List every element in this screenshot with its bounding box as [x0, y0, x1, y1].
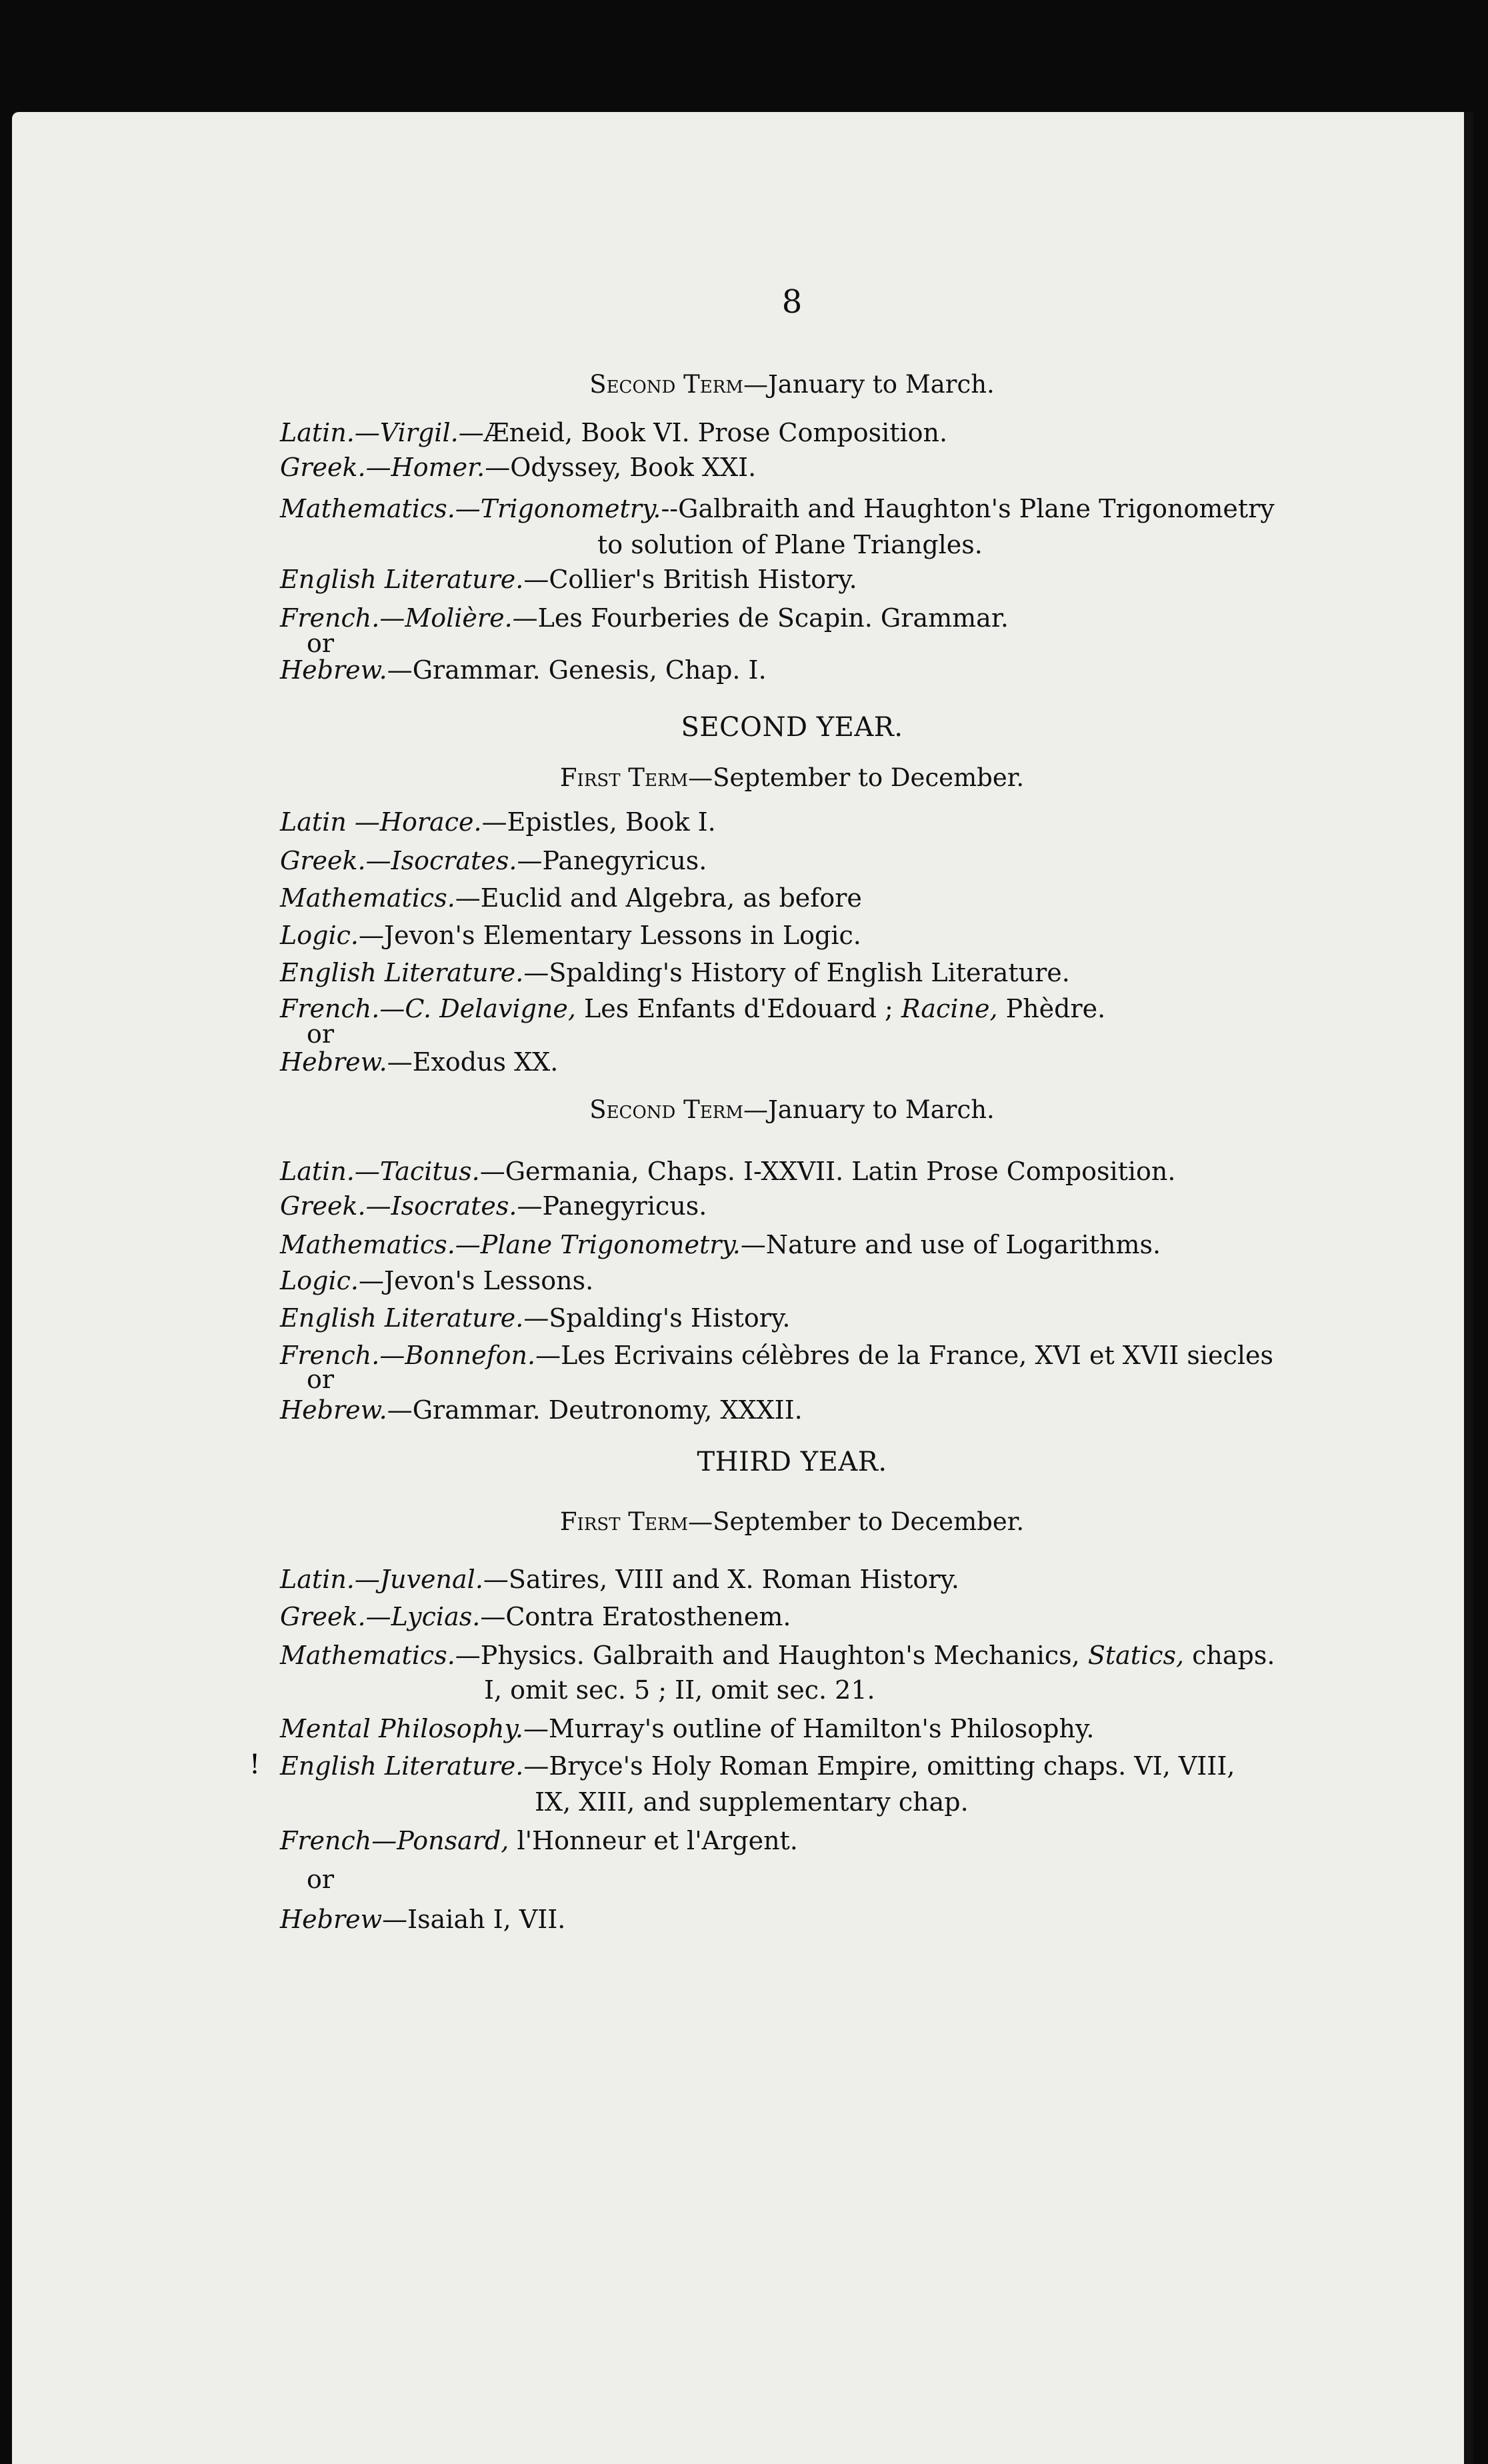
course-text: —Panegyricus.	[517, 846, 707, 875]
course-continuation: I, omit sec. 5 ; II, omit sec. 21.	[484, 1675, 875, 1705]
course-text: —Panegyricus.	[517, 1191, 707, 1221]
course-line	[280, 1713, 1094, 1744]
or-connector: or	[307, 629, 335, 658]
course-text: Phèdre.	[997, 994, 1106, 1023]
term-dates: —September to December.	[688, 1507, 1025, 1536]
author: —Molière.	[379, 603, 513, 633]
course-line	[280, 564, 857, 595]
author: —Juvenal.	[354, 1565, 483, 1594]
course-line	[280, 993, 1105, 1024]
course-line	[280, 920, 861, 951]
course-text: —Jevon's Lessons.	[358, 1266, 594, 1295]
course-line	[280, 883, 862, 913]
author: —Horace.	[354, 807, 482, 837]
course-line	[280, 1229, 1161, 1260]
course-line	[280, 1395, 803, 1425]
subject: Latin.	[280, 418, 355, 447]
course-text: —Les Ecrivains célèbres de la France, XVI et XVII siecles	[535, 1341, 1273, 1370]
course-line	[280, 1640, 1275, 1671]
subject: Latin.	[280, 1565, 355, 1594]
or-connector: or	[307, 1865, 335, 1894]
course-line	[280, 493, 1275, 524]
course-line	[280, 1601, 791, 1632]
author: —Ponsard,	[371, 1826, 509, 1855]
course-text: —Jevon's Elementary Lessons in Logic.	[358, 921, 861, 950]
course-line	[280, 452, 756, 483]
term-name: Second Term	[589, 370, 743, 399]
author: Statics,	[1087, 1641, 1185, 1670]
term-dates: —January to March.	[743, 1095, 995, 1124]
subject: English Literature.	[280, 958, 524, 987]
page-edge-shadow	[1464, 112, 1473, 2464]
course-line	[280, 417, 947, 448]
term-dates: —January to March.	[743, 370, 995, 399]
subject: Logic.	[280, 921, 359, 950]
term-heading	[279, 1507, 1305, 1537]
course-text: —Spalding's History of English Literature.	[523, 958, 1070, 987]
subject: French.	[280, 603, 380, 633]
subject: Hebrew.	[280, 1395, 387, 1425]
subject: Logic.	[280, 1266, 359, 1295]
course-text: —Collier's British History.	[523, 565, 857, 594]
course-line	[280, 1564, 959, 1595]
course-line	[280, 1047, 558, 1077]
author: Racine,	[901, 994, 998, 1023]
subject: Hebrew.	[280, 1047, 387, 1077]
author: —C. Delavigne,	[379, 994, 576, 1023]
or-connector: or	[307, 1019, 335, 1049]
course-line	[280, 1156, 1175, 1187]
subject: French.	[280, 1341, 380, 1370]
or-connector: or	[307, 1365, 335, 1394]
course-text: —Satires, VIII and X. Roman History.	[483, 1565, 959, 1594]
course-text: —Euclid and Algebra, as before	[455, 883, 862, 913]
course-line	[280, 1751, 1235, 1781]
subject: Greek.	[280, 846, 366, 875]
author: —Isocrates.	[365, 846, 517, 875]
subject: Mental Philosophy.	[280, 1714, 523, 1743]
course-line	[280, 845, 707, 876]
course-text: Les Enfants d'Edouard ;	[575, 994, 901, 1023]
author: —Isocrates.	[365, 1191, 517, 1221]
course-text: —Bryce's Holy Roman Empire, omitting chaps. VI, VIII,	[523, 1751, 1235, 1781]
year-heading: THIRD YEAR.	[697, 1447, 887, 1477]
course-text: —Murray's outline of Hamilton's Philosophy.	[523, 1714, 1095, 1743]
margin-mark: !	[249, 1749, 261, 1780]
author: —Homer.	[365, 453, 485, 482]
course-line	[280, 1904, 565, 1935]
course-line	[280, 957, 1070, 988]
course-text: —Nature and use of Logarithms.	[740, 1230, 1161, 1259]
subject: French.	[280, 994, 380, 1023]
term-heading	[279, 369, 1305, 400]
course-line	[280, 1340, 1273, 1371]
course-line	[280, 1825, 798, 1856]
subject: Mathematics.	[280, 883, 455, 913]
course-line	[280, 1191, 707, 1221]
term-name: Second Term	[589, 1095, 743, 1124]
subject: English Literature.	[280, 1751, 524, 1781]
author: —Plane Trigonometry.	[455, 1230, 741, 1259]
course-text: l'Honneur et l'Argent.	[509, 1826, 798, 1855]
author: —Bonnefon.	[379, 1341, 536, 1370]
term-name: First Term	[559, 1507, 689, 1536]
term-heading	[279, 1095, 1305, 1125]
course-text: —Isaiah I, VII.	[382, 1905, 566, 1934]
course-text: chaps.	[1184, 1641, 1275, 1670]
subject: Greek.	[280, 1191, 366, 1221]
course-line	[280, 1303, 790, 1333]
course-text: —Epistles, Book I.	[481, 807, 716, 837]
course-line	[280, 807, 716, 837]
subject: Greek.	[280, 453, 366, 482]
course-text: —Grammar. Genesis, Chap. I.	[387, 655, 767, 685]
subject: Mathematics.	[280, 1230, 455, 1259]
course-continuation: IX, XIII, and supplementary chap.	[535, 1787, 969, 1817]
subject: Greek.	[280, 1602, 366, 1631]
subject: English Literature.	[280, 1303, 524, 1333]
author: —Lycias.	[365, 1602, 481, 1631]
course-text: —Spalding's History.	[523, 1303, 791, 1333]
subject: Latin.	[280, 1157, 355, 1186]
course-text: —Les Fourberies de Scapin. Grammar.	[512, 603, 1009, 633]
course-text: —Physics. Galbraith and Haughton's Mechanics,	[455, 1641, 1088, 1670]
course-text: —Exodus XX.	[387, 1047, 559, 1077]
subject: French	[280, 1826, 372, 1855]
subject: Latin	[280, 807, 355, 837]
course-text: —Odyssey, Book XXI.	[485, 453, 757, 482]
subject: Mathematics.	[280, 1641, 455, 1670]
course-continuation: to solution of Plane Triangles.	[597, 530, 983, 559]
author: —Tacitus.	[354, 1157, 480, 1186]
subject: Hebrew	[280, 1905, 383, 1934]
subject: English Literature.	[280, 565, 524, 594]
subject: Mathematics.	[280, 494, 455, 523]
course-line	[280, 1265, 593, 1296]
term-name: First Term	[559, 763, 689, 792]
author: —Virgil.	[354, 418, 459, 447]
course-line	[280, 655, 767, 685]
course-text: —Contra Eratosthenem.	[480, 1602, 791, 1631]
author: —Trigonometry.	[455, 494, 661, 523]
course-text: --Galbraith and Haughton's Plane Trigonometry	[661, 494, 1275, 523]
term-heading	[279, 763, 1305, 793]
course-text: —Grammar. Deutronomy, XXXII.	[387, 1395, 803, 1425]
course-line	[280, 603, 1009, 633]
year-heading: SECOND YEAR.	[681, 712, 903, 743]
course-text: —Æneid, Book VI. Prose Composition.	[458, 418, 948, 447]
subject: Hebrew.	[280, 655, 387, 685]
term-dates: —September to December.	[688, 763, 1025, 792]
page-number: 8	[781, 283, 803, 321]
course-text: —Germania, Chaps. I-XXVII. Latin Prose Composition.	[479, 1157, 1176, 1186]
